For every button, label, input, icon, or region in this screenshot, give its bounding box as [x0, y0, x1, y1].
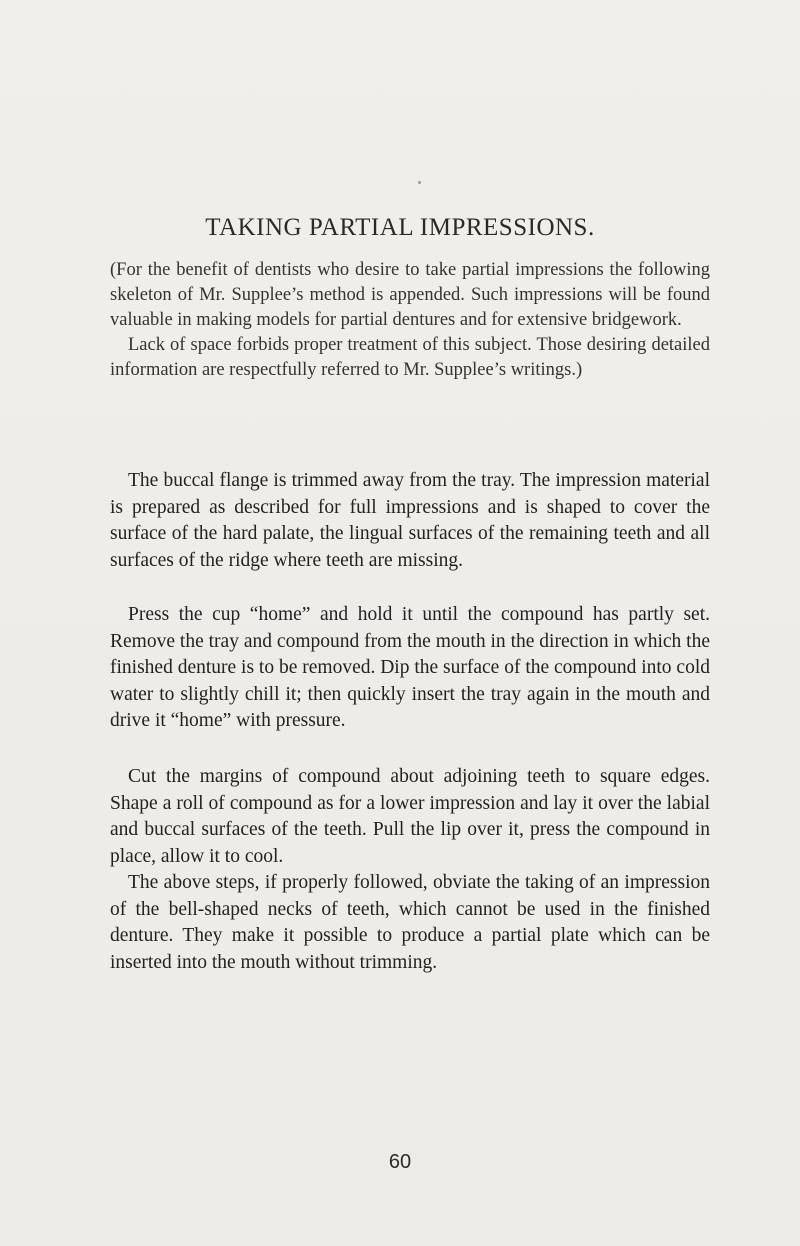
body-paragraph: Cut the margins of compound about adjoining teeth to square edges. Shape a roll of compound as for a lower impression and lay it over the labial and buccal surfaces of the teeth. Pull the lip over it, press the compound in place, allow it to cool. [110, 766, 710, 867]
intro-note [110, 258, 710, 383]
body-paragraph: The above steps, if properly followed, obviate the taking of an impression of the bell-shaped necks of teeth, which cannot be used in the finished denture. They make it possible to produce a partial plate which can be inserted into the mouth without trimming. [110, 872, 710, 973]
body-paragraph: Press the cup “home” and hold it until the compound has partly set. Remove the tray and compound from the mouth in the direction in which the finished denture is to be removed. Dip the surface of the compound into cold water to slightly chill it; then quickly insert the tray again in the mouth and drive it “home” with pressure. [110, 604, 711, 731]
print-speck [418, 181, 421, 184]
intro-paragraph: (For the benefit of dentists who desire to take partial impressions the following skeleton of Mr. Supplee’s method is appended. Such impressions will be found valuable in making models for partial dentures and for extensive bridgework. [110, 260, 710, 330]
page-number: 60 [388, 1151, 412, 1173]
page-title: TAKING PARTIAL IMPRESSIONS. [205, 214, 595, 241]
intro-paragraph: Lack of space forbids proper treatment of this subject. Those desiring detailed information are respectfully referred to Mr. Supplee’s writings.) [110, 335, 710, 380]
body-paragraph: The buccal flange is trimmed away from the tray. The impression material is prepared as described for full impressions and is shaped to cover the surface of the hard palate, the lingual surfaces of the remaining teeth and all surfaces of the ridge where teeth are missing. [110, 470, 710, 571]
